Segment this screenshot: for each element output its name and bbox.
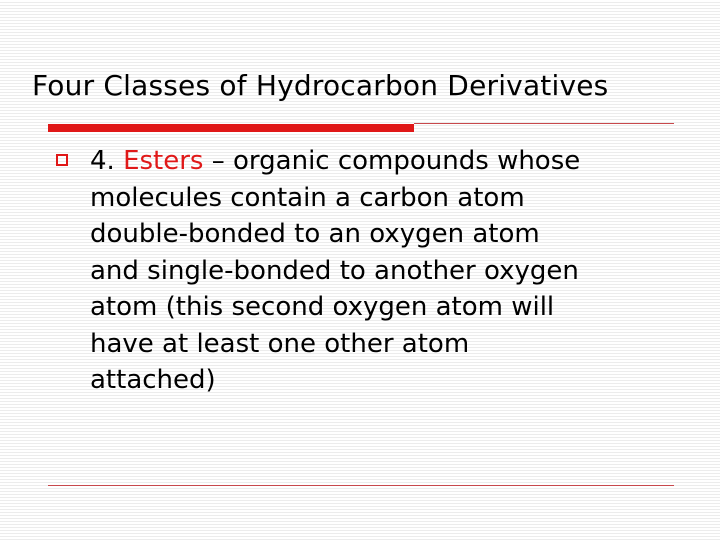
title-accent-rule	[48, 124, 414, 132]
hollow-square-bullet-icon	[56, 154, 68, 166]
bullet-text	[90, 143, 690, 399]
footer-divider-line	[48, 485, 674, 486]
bullet-term: Esters	[123, 146, 204, 176]
bullet-line-6: have at least one other atom	[90, 328, 470, 359]
title-divider-line	[414, 123, 674, 124]
bullet-line-2: molecules contain a carbon atom	[90, 182, 525, 213]
bullet-line-5: atom (this second oxygen atom will	[90, 292, 555, 322]
bullet-line-3: double-bonded to an oxygen atom	[90, 219, 540, 249]
bullet-line-4: and single-bonded to another oxygen	[90, 255, 579, 286]
bullet-line-1: – organic compounds whose	[203, 146, 581, 176]
bullet-line-7: attached)	[90, 365, 216, 395]
slide-title: Four Classes of Hydrocarbon Derivatives	[32, 69, 609, 102]
bullet-number: 4.	[90, 146, 115, 176]
